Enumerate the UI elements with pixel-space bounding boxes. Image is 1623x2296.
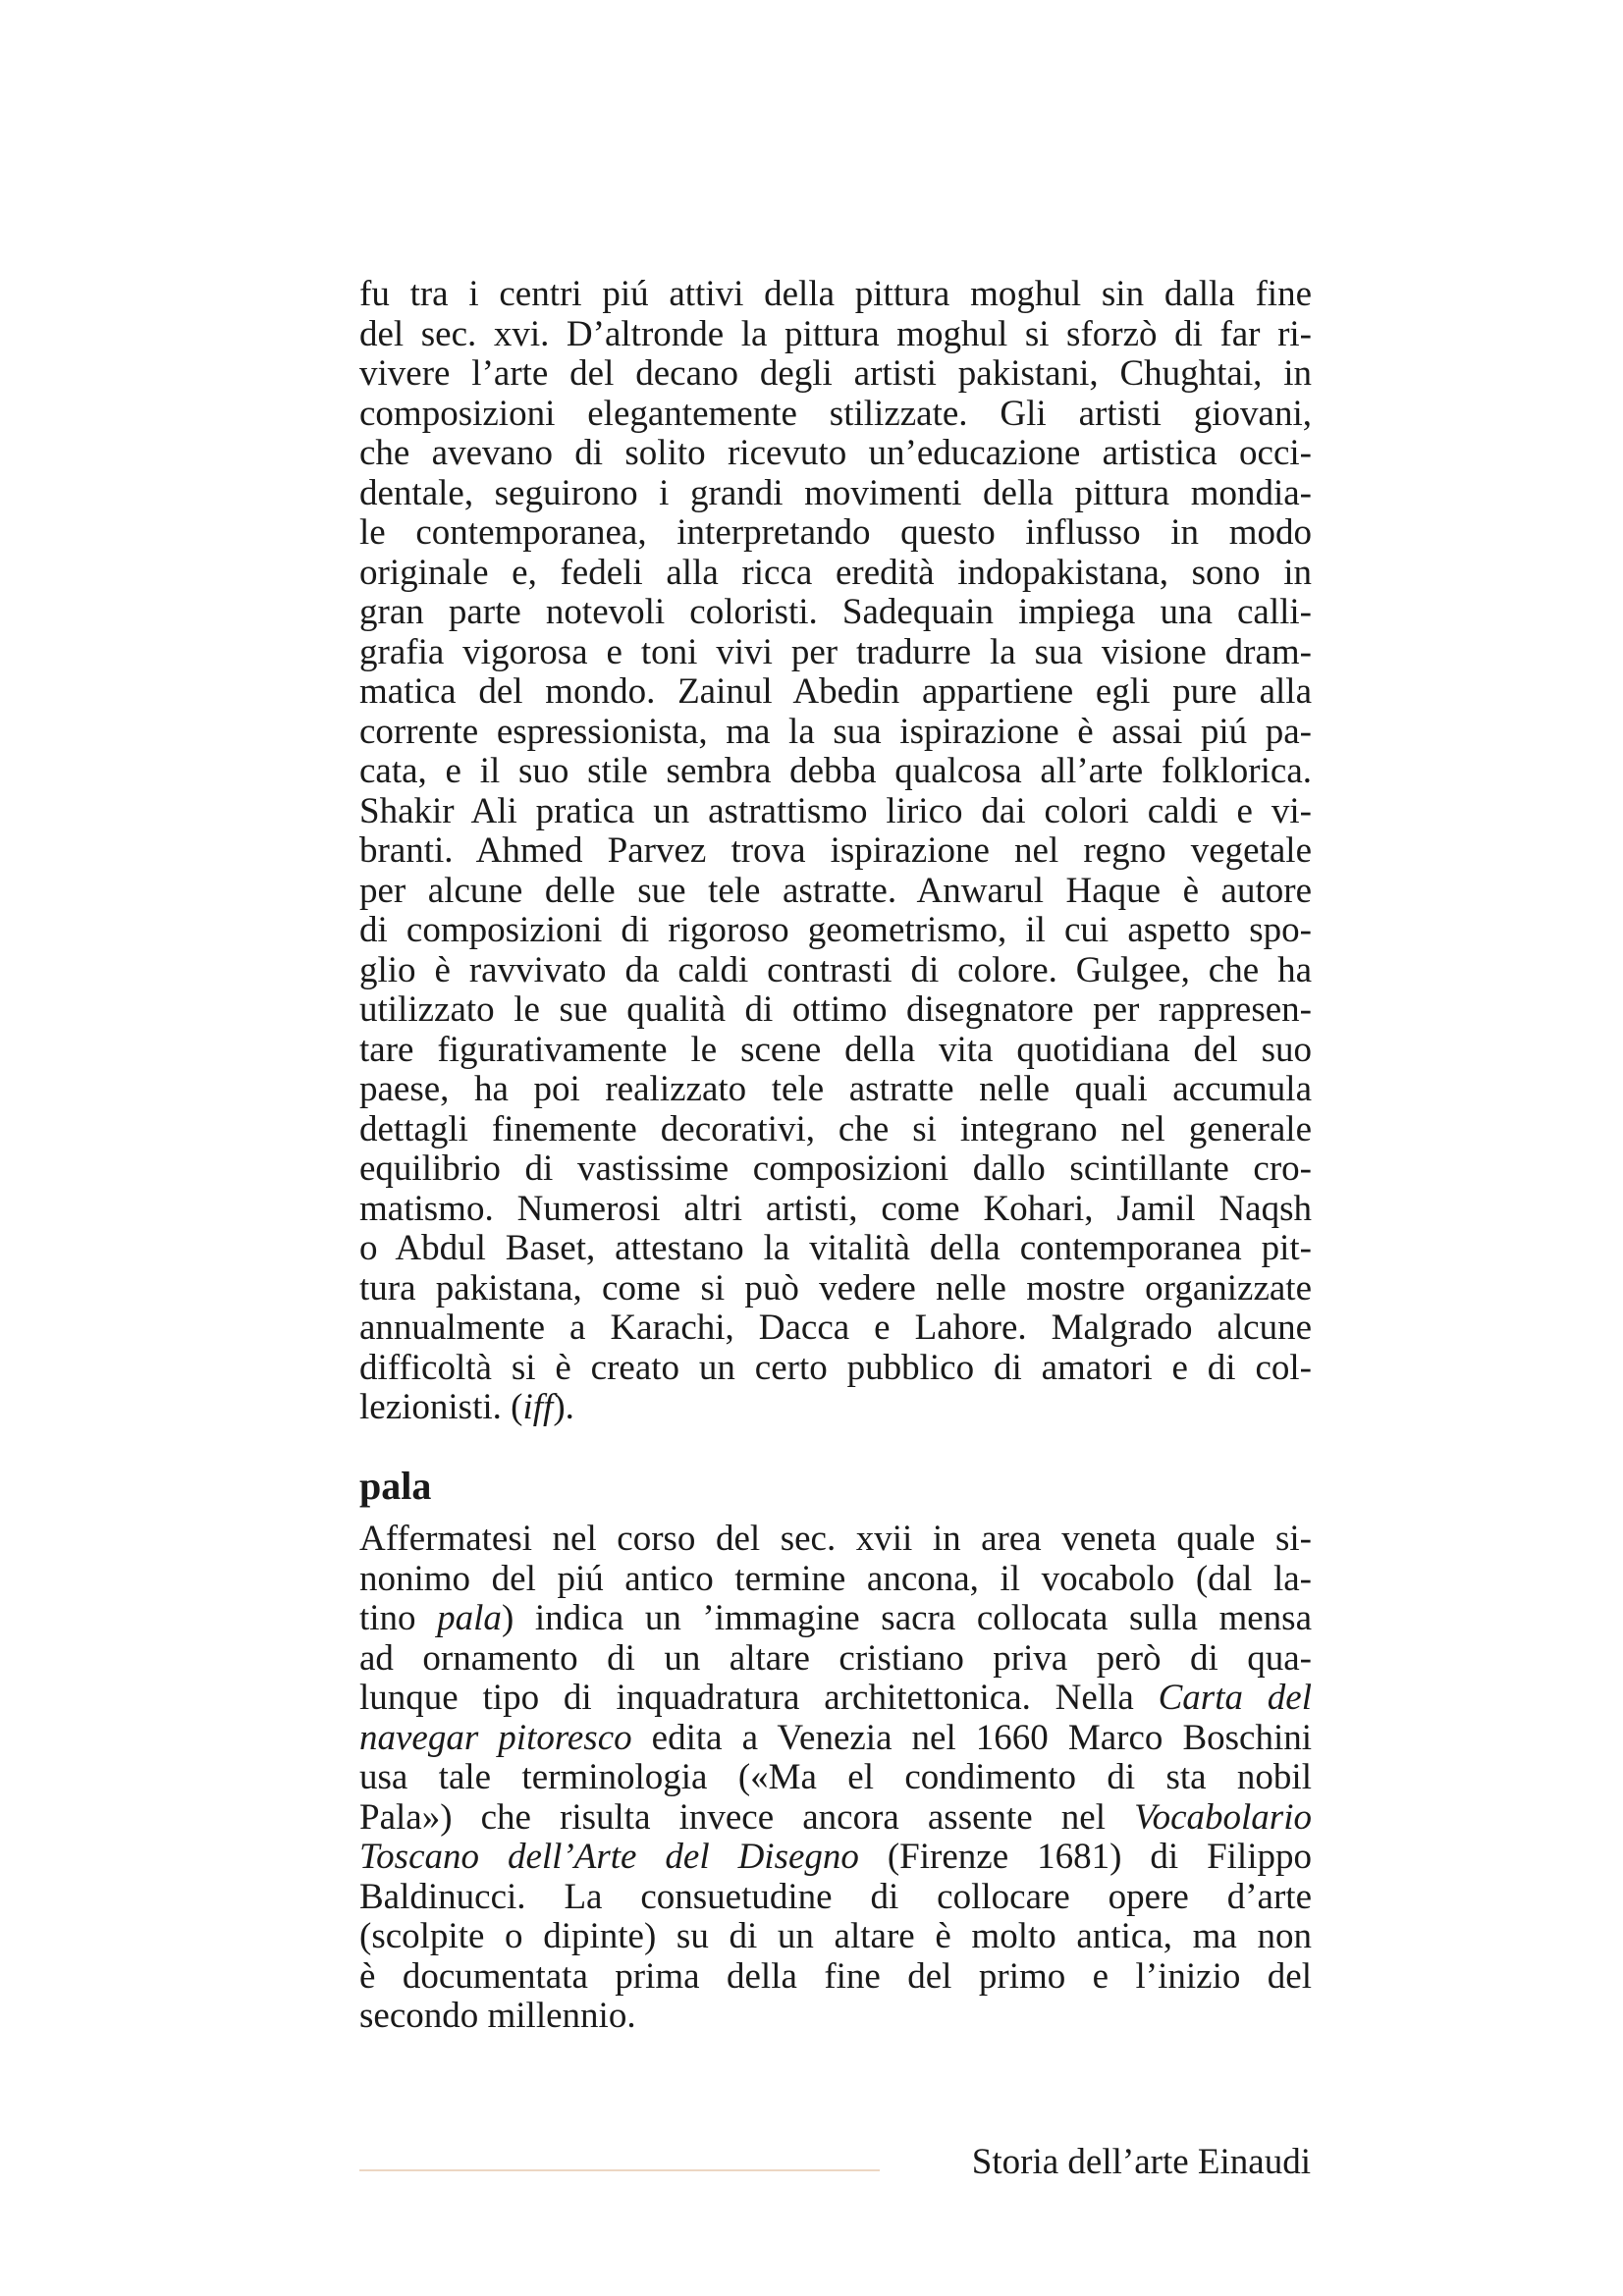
text-line: paese, ha poi realizzato tele astratte nelle quali accumula [359,1069,1312,1109]
text-fragment: Pala») che risulta invece ancora assente nel [359,1796,1135,1838]
text-fragment: edita a Venezia nel 1660 Marco Boschini [631,1717,1312,1758]
text-line: dettagli finemente decorativi, che si integrano nel generale [359,1108,1312,1149]
text-fragment: ). [553,1387,574,1427]
text-line: glio è ravvivato da caldi contrasti di colore. Gulgee, che ha [359,949,1312,990]
text-line [359,1798,1312,1839]
text-line-last: secondo millennio. [359,1996,636,2036]
italic-title: Toscano dell’Arte del Disegno [359,1837,859,1877]
text-line: Shakir Ali pratica un astrattismo lirico dai colori caldi e vi- [359,790,1312,831]
text-line: equilibrio di vastissime composizioni dallo scintillante cro- [359,1148,1312,1189]
text-line: Affermatesi nel corso del sec. xvii in area veneta quale si- [359,1519,1312,1559]
text-line: tura pakistana, come si può vedere nelle mostre organizzate [359,1267,1312,1308]
italic-title: navegar pitoresco [359,1717,632,1758]
text-line: annualmente a Karachi, Dacca e Lahore. Malgrado alcune [359,1308,1312,1348]
text-line: dentale, seguirono i grandi movimenti della pittura mondia- [359,472,1312,513]
text-line [359,1838,1312,1878]
text-line: difficoltà si è creato un certo pubblico di amatori e di col- [359,1347,1312,1388]
text-line: branti. Ahmed Parvez trova ispirazione nel regno vegetale [359,830,1312,871]
text-line: le contemporanea, interpretando questo influsso in modo [359,512,1312,553]
text-line: gran parte notevoli coloristi. Sadequain impiega una calli- [359,592,1312,632]
text-line: per alcune delle sue tele astratte. Anwarul Haque è autore [359,870,1312,911]
text-fragment: ) indica un ’immagine sacra collocata sulla mensa [501,1598,1312,1638]
text-line: corrente espressionista, ma la sua ispirazione è assai piú pa- [359,711,1312,752]
text-line: cata, e il suo stile sembra debba qualcosa all’arte folklorica. [359,751,1312,791]
text-line: vivere l’arte del decano degli artisti pakistani, Chughtai, in [359,353,1312,394]
italic-term: pala [437,1598,502,1638]
text-line: del sec. xvi. D’altronde la pittura moghul si sforzò di far ri- [359,313,1312,354]
text-line: grafia vigorosa e toni vivi per tradurre la sua visione dram- [359,631,1312,672]
text-line: nonimo del piú antico termine ancona, il vocabolo (dal la- [359,1558,1312,1599]
entry-paragraph [359,1520,1312,2037]
italic-title: Carta del [1158,1678,1313,1718]
text-line: (scolpite o dipinte) su di un altare è molto antica, ma non [359,1916,1312,1956]
text-line [359,1679,1312,1719]
text-line: fu tra i centri piú attivi della pittura moghul sin dalla fine [359,274,1312,314]
text-line-last [359,1388,1312,1428]
text-line: usa tale terminologia («Ma el condimento di sta nobil [359,1757,1312,1797]
text-line: di composizioni di rigoroso geometrismo, il cui aspetto spo- [359,910,1312,950]
text-line: tare figurativamente le scene della vita quotidiana del suo [359,1029,1312,1070]
footer-publication-title: Storia dell’arte Einaudi [971,2142,1311,2182]
text-line: è documentata prima della fine del primo e l’inizio del [359,1955,1312,1997]
text-line: originale e, fedeli alla ricca eredità indopakistana, sono in [359,552,1312,593]
text-fragment: (Firenze 1681) di Filippo [858,1837,1312,1877]
intro-paragraph [359,275,1312,1428]
entry-heading: pala [359,1464,432,1508]
text-line: matismo. Numerosi altri artisti, come Kohari, Jamil Naqsh [359,1188,1312,1229]
text-line: utilizzato le sue qualità di ottimo disegnatore per rappresen- [359,989,1312,1030]
text-line [359,1719,1312,1759]
text-line [359,1599,1312,1639]
text-line: che avevano di solito ricevuto un’educazione artistica occi- [359,433,1312,473]
text-line: Baldinucci. La consuetudine di collocare opere d’arte [359,1876,1312,1917]
footer-rule [359,2169,880,2171]
text-line: ad ornamento di un altare cristiano priva però di qua- [359,1637,1312,1679]
italic-title: Vocabolario [1134,1796,1312,1838]
text-fragment: tino [359,1598,438,1638]
text-line: composizioni elegantemente stilizzate. Gli artisti giovani, [359,393,1312,434]
text-line: o Abdul Baset, attestano la vitalità della contemporanea pit- [359,1228,1312,1268]
text-line: matica del mondo. Zainul Abedin appartiene egli pure alla [359,671,1312,712]
text-fragment: lunque tipo di inquadratura architettonica. Nella [359,1678,1159,1718]
text-fragment: lezionisti. ( [359,1387,523,1427]
author-initials: iff [522,1387,554,1427]
